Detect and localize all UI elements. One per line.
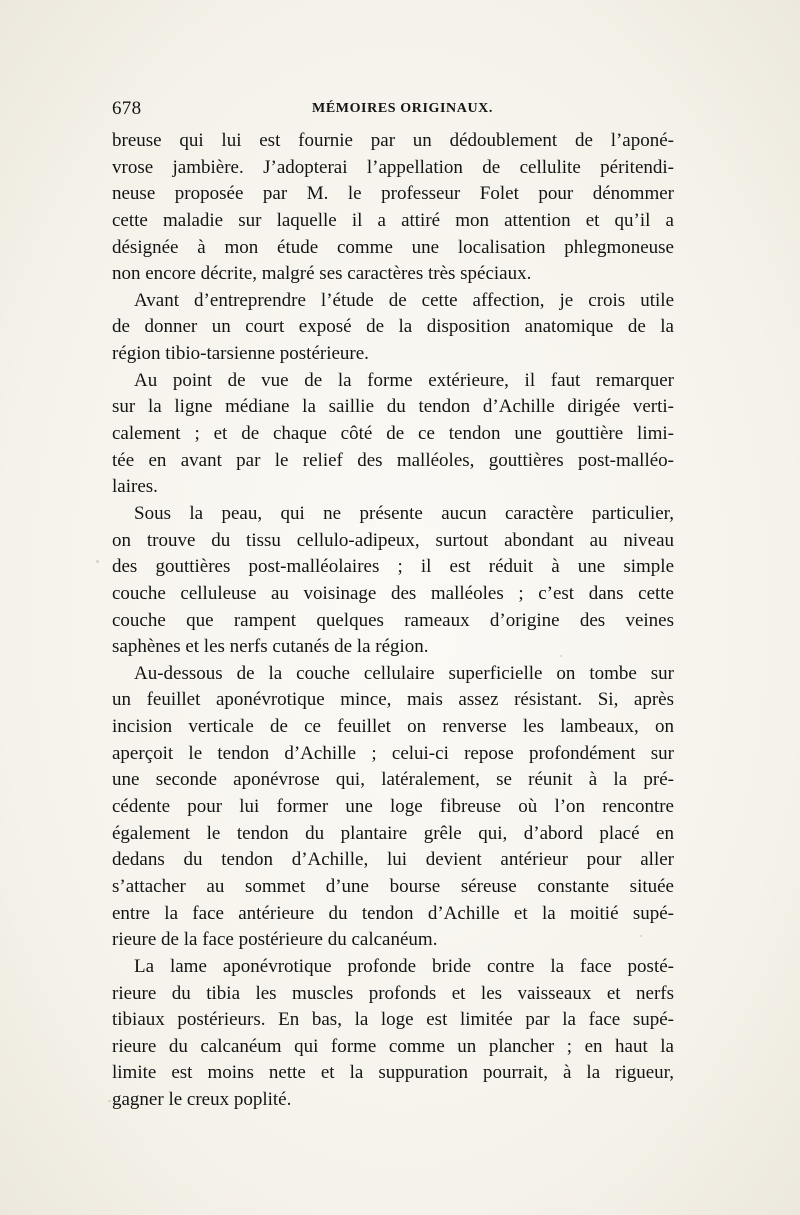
paragraph <box>112 288 674 368</box>
text-line: Avant d’entreprendre l’étude de cette affection, je crois utile <box>134 289 674 311</box>
text-line: également le tendon du plantaire grêle qui, d’abord placé en <box>112 822 674 844</box>
text-line: de donner un court exposé de la disposition anatomique de la <box>112 316 674 338</box>
text-line: Sous la peau, qui ne présente aucun caractère particulier, <box>134 502 674 524</box>
text-line: couche que rampent quelques rameaux d’origine des veines <box>112 609 674 631</box>
text-line: rieure de la face postérieure du calcanéum. <box>112 929 438 951</box>
paragraph <box>112 954 674 1114</box>
text-line: gagner le creux poplité. <box>112 1089 292 1111</box>
text-line: Au-dessous de la couche cellulaire superficielle on tombe sur <box>134 662 674 684</box>
text-line: dedans du tendon d’Achille, lui devient antérieur pour aller <box>112 849 674 871</box>
text-line: neuse proposée par M. le professeur Folet pour dénommer <box>112 183 674 205</box>
text-line: limite est moins nette et la suppuration pourrait, à la rigueur, <box>112 1062 674 1084</box>
paragraph <box>112 501 674 661</box>
text-line: tibiaux postérieurs. En bas, la loge est limitée par la face supé- <box>112 1009 674 1031</box>
text-line: région tibio-tarsienne postérieure. <box>112 343 369 365</box>
paragraph <box>112 368 674 501</box>
paper-speck <box>640 935 642 937</box>
text-line: laires. <box>112 476 158 498</box>
text-line: sur la ligne médiane la saillie du tendon d’Achille dirigée verti- <box>112 396 674 418</box>
text-line: Au point de vue de la forme extérieure, il faut remarquer <box>134 369 674 391</box>
text-line: La lame aponévrotique profonde bride contre la face posté- <box>134 955 674 977</box>
text-line: des gouttières post-malléolaires ; il est réduit à une simple <box>112 556 674 578</box>
text-line: cédente pour lui former une loge fibreuse où l’on rencontre <box>112 796 674 818</box>
text-line: une seconde aponévrose qui, latéralement, se réunit à la pré- <box>112 769 674 791</box>
text-line: non encore décrite, malgré ses caractères très spéciaux. <box>112 263 532 285</box>
page-number: 678 <box>112 98 142 119</box>
text-line: couche celluleuse au voisinage des malléoles ; c’est dans cette <box>112 582 674 604</box>
running-title: MÉMOIRES ORIGINAUX. <box>312 101 493 116</box>
text-line: s’attacher au sommet d’une bourse séreuse constante située <box>112 875 674 897</box>
text-line: incision verticale de ce feuillet on renverse les lambeaux, on <box>112 716 674 738</box>
text-line: on trouve du tissu cellulo-adipeux, surtout abondant au niveau <box>112 529 674 551</box>
body-text <box>112 128 674 1114</box>
paper-speck <box>108 1100 111 1102</box>
text-line: rieure du calcanéum qui forme comme un plancher ; en haut la <box>112 1035 674 1057</box>
text-line: cette maladie sur laquelle il a attiré mon attention et qu’il a <box>112 209 674 231</box>
text-line: aperçoit le tendon d’Achille ; celui-ci repose profondément sur <box>112 742 674 764</box>
text-line: calement ; et de chaque côté de ce tendon une gouttière limi- <box>112 423 674 445</box>
page-header <box>112 98 672 122</box>
text-line: vrose jambière. J’adopterai l’appellation de cellulite péritendi- <box>112 156 674 178</box>
paper-speck <box>96 560 99 563</box>
text-line: saphènes et les nerfs cutanés de la région. <box>112 636 429 658</box>
text-line: breuse qui lui est fournie par un dédoublement de l’aponé- <box>112 130 674 151</box>
paragraph <box>112 128 674 288</box>
text-line: rieure du tibia les muscles profonds et les vaisseaux et nerfs <box>112 982 674 1004</box>
paragraph <box>112 661 674 954</box>
text-line: tée en avant par le relief des malléoles, gouttières post-malléo- <box>112 449 674 471</box>
text-line: désignée à mon étude comme une localisation phlegmoneuse <box>112 236 674 258</box>
text-line: un feuillet aponévrotique mince, mais assez résistant. Si, après <box>112 689 674 711</box>
text-line: entre la face antérieure du tendon d’Achille et la moitié supé- <box>112 902 674 924</box>
paper-speck <box>560 655 562 657</box>
